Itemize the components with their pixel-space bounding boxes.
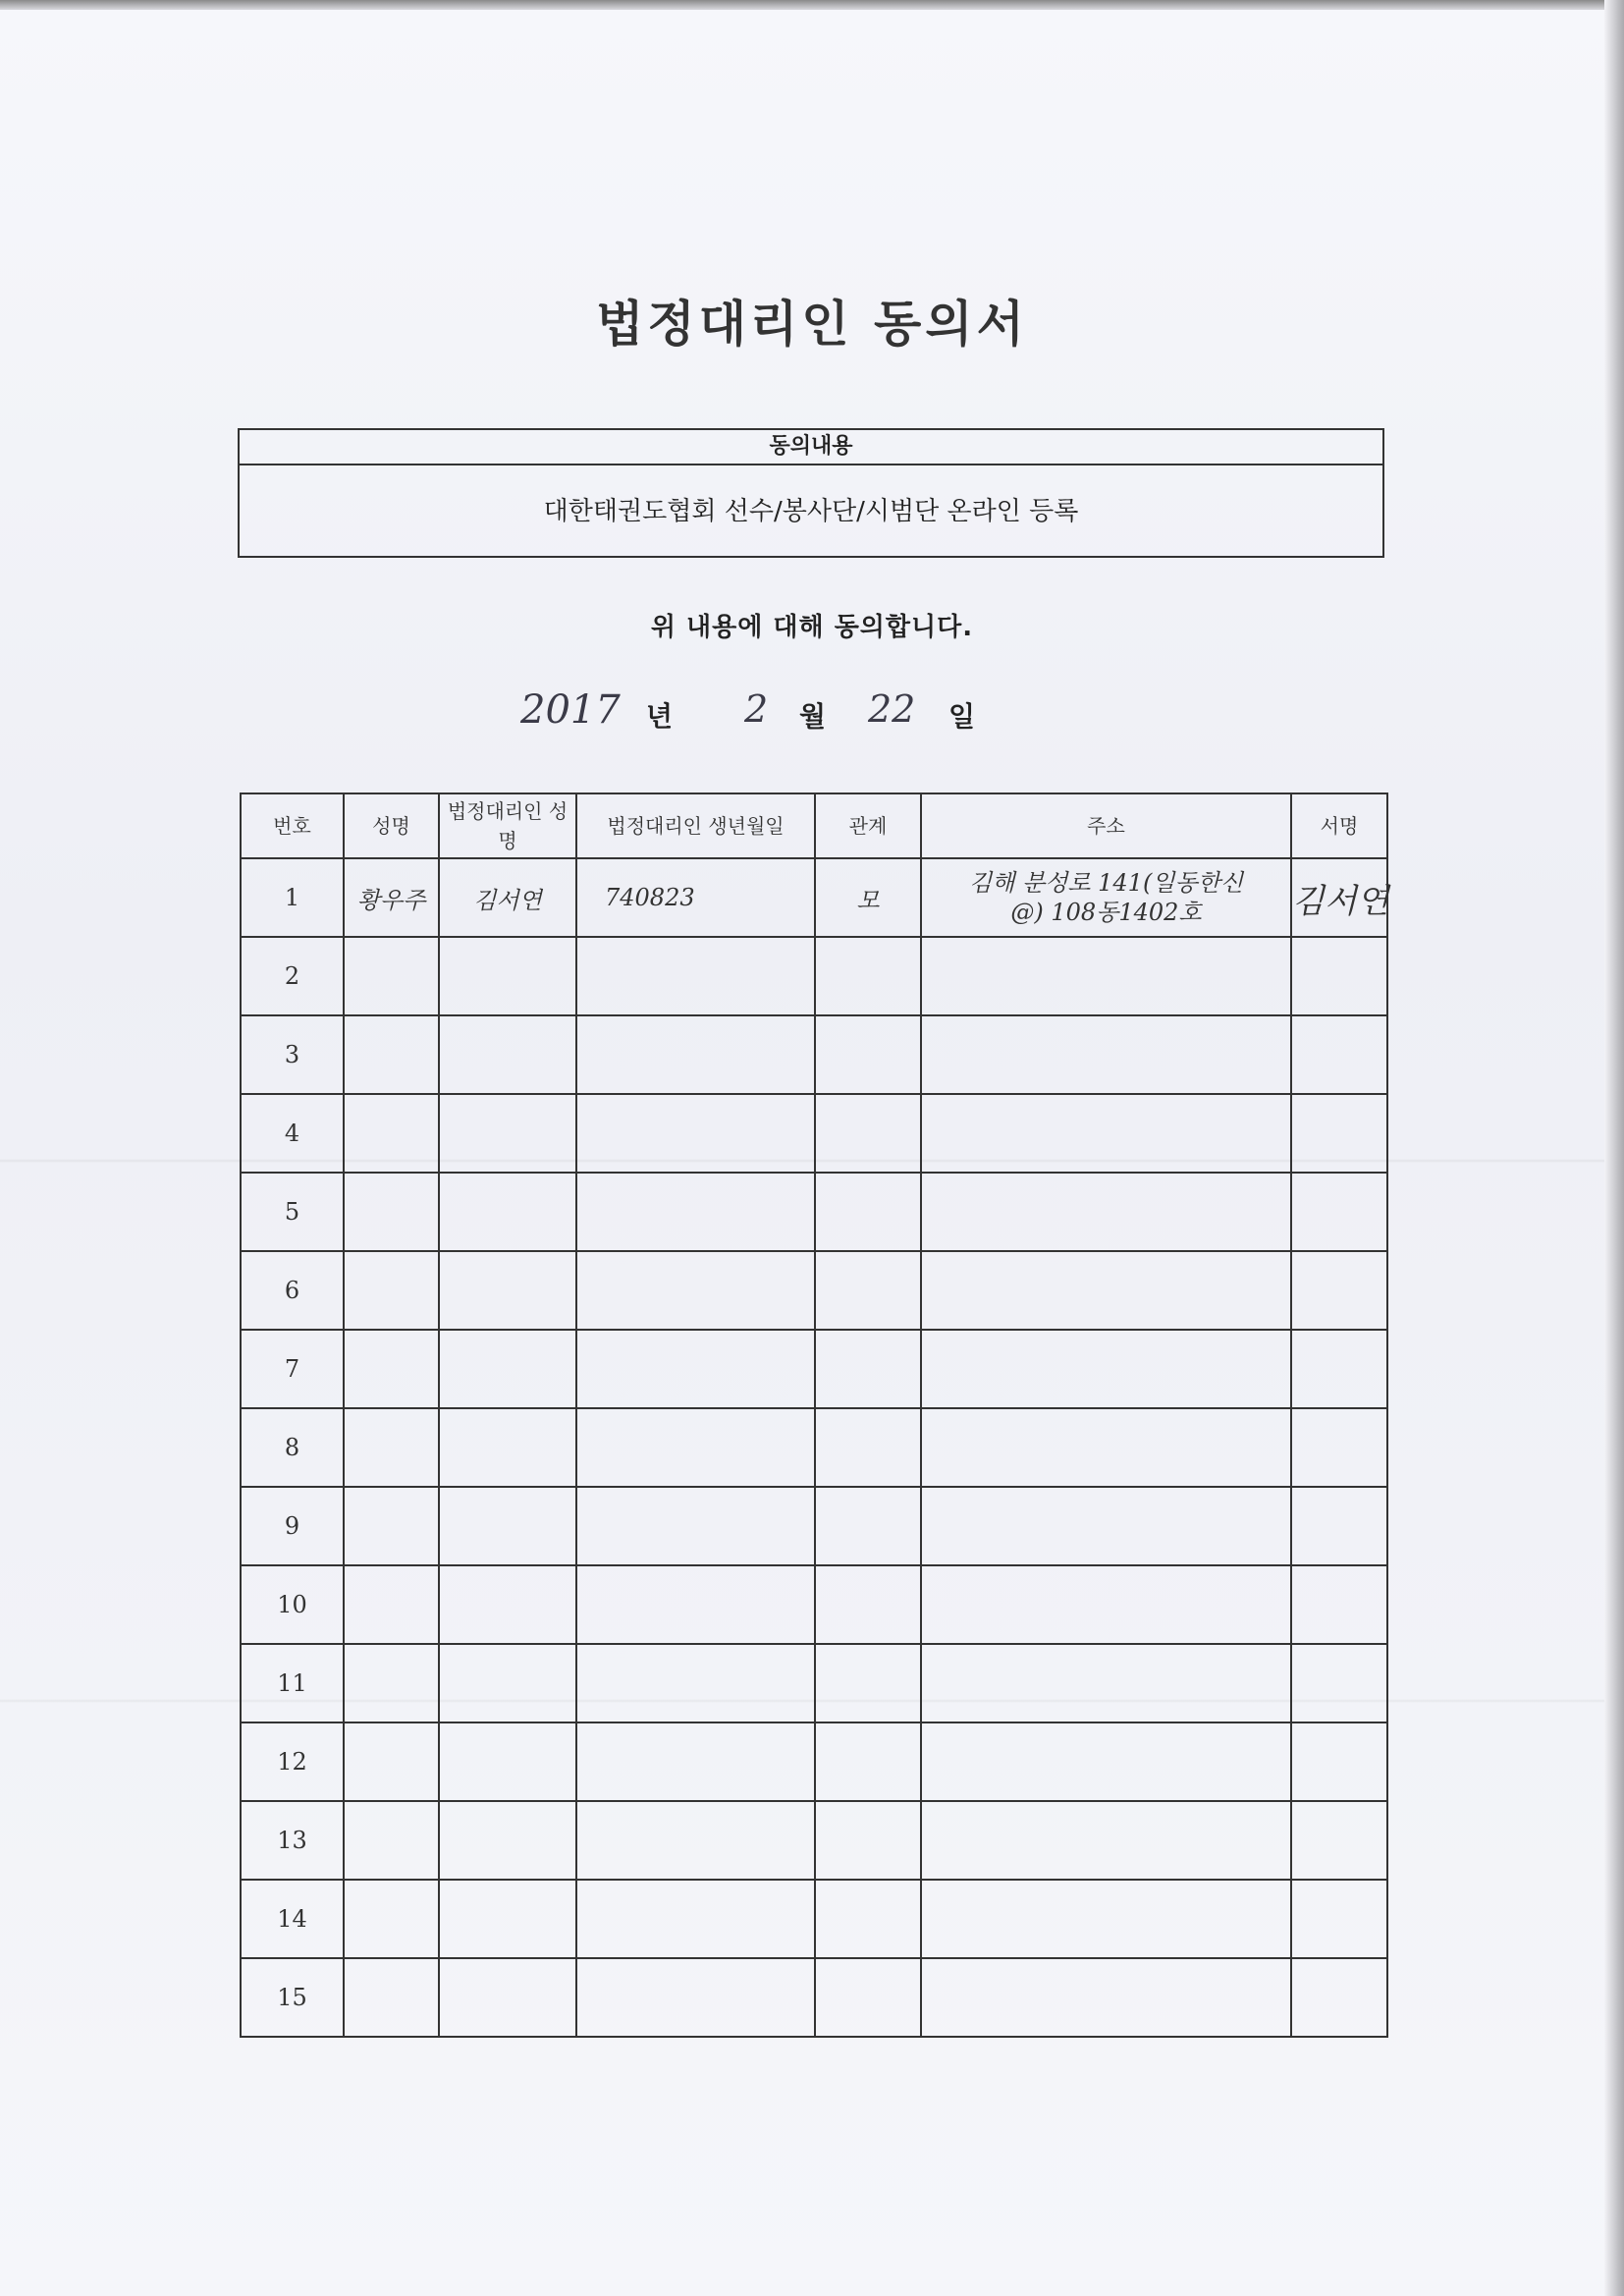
cell-signature[interactable] bbox=[1291, 1644, 1387, 1722]
col-header-address: 주소 bbox=[921, 793, 1291, 858]
cell-signature[interactable] bbox=[1291, 1408, 1387, 1487]
cell-no: 2 bbox=[241, 937, 344, 1015]
cell-relation[interactable] bbox=[815, 1958, 921, 2037]
cell-guardian-birth[interactable] bbox=[576, 1173, 815, 1251]
cell-signature[interactable] bbox=[1291, 1958, 1387, 2037]
cell-no: 12 bbox=[241, 1722, 344, 1801]
table-row bbox=[241, 1722, 1387, 1801]
cell-relation[interactable] bbox=[815, 1251, 921, 1330]
cell-address[interactable] bbox=[921, 1801, 1291, 1880]
cell-no: 13 bbox=[241, 1801, 344, 1880]
cell-relation[interactable] bbox=[815, 1173, 921, 1251]
cell-guardian-birth[interactable] bbox=[576, 1722, 815, 1801]
date-month-label: 월 bbox=[799, 700, 827, 733]
cell-address[interactable] bbox=[921, 1644, 1291, 1722]
cell-guardian-name[interactable] bbox=[439, 1722, 576, 1801]
col-header-signature: 서명 bbox=[1291, 793, 1387, 858]
cell-guardian-birth[interactable] bbox=[576, 1565, 815, 1644]
col-header-guardian-birth: 법정대리인 생년월일 bbox=[576, 793, 815, 858]
cell-relation[interactable] bbox=[815, 1880, 921, 1958]
cell-no: 7 bbox=[241, 1330, 344, 1408]
cell-address[interactable] bbox=[921, 1173, 1291, 1251]
cell-name[interactable] bbox=[344, 1330, 439, 1408]
col-header-name: 성명 bbox=[344, 793, 439, 858]
cell-name[interactable] bbox=[344, 1408, 439, 1487]
date-year: 2017 bbox=[520, 687, 621, 733]
cell-no: 14 bbox=[241, 1880, 344, 1958]
date-day-label: 일 bbox=[948, 700, 976, 733]
cell-guardian-birth[interactable] bbox=[576, 1644, 815, 1722]
cell-relation[interactable] bbox=[815, 1644, 921, 1722]
cell-name[interactable] bbox=[344, 1565, 439, 1644]
cell-name[interactable] bbox=[344, 1487, 439, 1565]
cell-address[interactable] bbox=[921, 1958, 1291, 2037]
table-row bbox=[241, 1251, 1387, 1330]
cell-no: 4 bbox=[241, 1094, 344, 1173]
cell-address[interactable] bbox=[921, 937, 1291, 1015]
cell-signature[interactable] bbox=[1291, 1330, 1387, 1408]
col-header-relation: 관계 bbox=[815, 793, 921, 858]
cell-guardian-name[interactable] bbox=[439, 1880, 576, 1958]
cell-address[interactable] bbox=[921, 1330, 1291, 1408]
table-row bbox=[241, 1487, 1387, 1565]
cell-no: 1 bbox=[241, 858, 344, 937]
date-day: 22 bbox=[868, 687, 916, 731]
col-header-guardian-name: 법정대리인 성명 bbox=[439, 793, 576, 858]
cell-guardian-birth[interactable]: 740823 bbox=[576, 858, 815, 937]
cell-guardian-birth[interactable] bbox=[576, 1880, 815, 1958]
cell-relation[interactable] bbox=[815, 1487, 921, 1565]
cell-relation[interactable] bbox=[815, 1330, 921, 1408]
cell-name[interactable] bbox=[344, 1251, 439, 1330]
cell-guardian-birth[interactable] bbox=[576, 1094, 815, 1173]
cell-relation[interactable] bbox=[815, 1801, 921, 1880]
table-row bbox=[241, 1330, 1387, 1408]
cell-guardian-birth[interactable] bbox=[576, 1408, 815, 1487]
cell-signature[interactable] bbox=[1291, 1722, 1387, 1801]
cell-address[interactable] bbox=[921, 1251, 1291, 1330]
cell-guardian-birth[interactable] bbox=[576, 1801, 815, 1880]
page-title: 법정대리인 동의서 bbox=[596, 296, 1028, 353]
cell-address[interactable] bbox=[921, 1880, 1291, 1958]
address-line-2: @) 108동1402호 bbox=[1010, 899, 1202, 926]
cell-address[interactable] bbox=[921, 1094, 1291, 1173]
cell-name[interactable] bbox=[344, 1094, 439, 1173]
cell-signature[interactable] bbox=[1291, 1801, 1387, 1880]
cell-address[interactable] bbox=[921, 858, 1291, 937]
cell-signature[interactable] bbox=[1291, 1565, 1387, 1644]
cell-guardian-name[interactable] bbox=[439, 937, 576, 1015]
cell-no: 11 bbox=[241, 1644, 344, 1722]
cell-signature[interactable] bbox=[1291, 1251, 1387, 1330]
cell-name[interactable] bbox=[344, 1801, 439, 1880]
cell-name[interactable] bbox=[344, 937, 439, 1015]
signature: 김서연 bbox=[1292, 881, 1389, 921]
cell-name[interactable] bbox=[344, 1880, 439, 1958]
cell-guardian-birth[interactable] bbox=[576, 937, 815, 1015]
cell-relation[interactable] bbox=[815, 1015, 921, 1094]
address-line-1: 김해 분성로 141(일동한신 bbox=[968, 869, 1244, 897]
cell-signature[interactable] bbox=[1291, 1094, 1387, 1173]
table-row bbox=[241, 858, 1387, 937]
cell-relation[interactable] bbox=[815, 1722, 921, 1801]
cell-guardian-name[interactable] bbox=[439, 1330, 576, 1408]
cell-guardian-name[interactable] bbox=[439, 1487, 576, 1565]
cell-no: 15 bbox=[241, 1958, 344, 2037]
cell-guardian-name[interactable]: 김서연 bbox=[439, 858, 576, 937]
cell-signature[interactable] bbox=[1291, 1173, 1387, 1251]
cell-guardian-name[interactable] bbox=[439, 1408, 576, 1487]
cell-name[interactable] bbox=[344, 1958, 439, 2037]
consent-body: 대한태권도협회 선수/봉사단/시범단 온라인 등록 bbox=[543, 497, 1079, 526]
cell-address[interactable] bbox=[921, 1487, 1291, 1565]
table-row bbox=[241, 1408, 1387, 1487]
cell-no: 6 bbox=[241, 1251, 344, 1330]
cell-guardian-birth[interactable] bbox=[576, 1015, 815, 1094]
table-row bbox=[241, 937, 1387, 1015]
cell-relation[interactable] bbox=[815, 1408, 921, 1487]
cell-guardian-name[interactable] bbox=[439, 1644, 576, 1722]
cell-no: 5 bbox=[241, 1173, 344, 1251]
date-month: 2 bbox=[744, 687, 769, 731]
consent-box bbox=[238, 428, 1384, 558]
cell-relation[interactable] bbox=[815, 1565, 921, 1644]
cell-no: 8 bbox=[241, 1408, 344, 1487]
cell-name[interactable]: 황우주 bbox=[344, 858, 439, 937]
cell-guardian-name[interactable] bbox=[439, 1094, 576, 1173]
cell-guardian-name[interactable] bbox=[439, 1565, 576, 1644]
cell-name[interactable] bbox=[344, 1015, 439, 1094]
col-header-no: 번호 bbox=[241, 793, 344, 858]
cell-guardian-birth[interactable] bbox=[576, 1330, 815, 1408]
cell-address[interactable] bbox=[921, 1015, 1291, 1094]
table-row bbox=[241, 1565, 1387, 1644]
cell-guardian-birth[interactable] bbox=[576, 1487, 815, 1565]
cell-guardian-name[interactable] bbox=[439, 1958, 576, 2037]
cell-signature[interactable] bbox=[1291, 937, 1387, 1015]
cell-guardian-birth[interactable] bbox=[576, 1251, 815, 1330]
cell-no: 10 bbox=[241, 1565, 344, 1644]
table-row bbox=[241, 1958, 1387, 2037]
cell-signature[interactable] bbox=[1291, 1015, 1387, 1094]
cell-address[interactable] bbox=[921, 1565, 1291, 1644]
table-row bbox=[241, 1644, 1387, 1722]
cell-guardian-name[interactable] bbox=[439, 1251, 576, 1330]
cell-name[interactable] bbox=[344, 1644, 439, 1722]
cell-guardian-name[interactable] bbox=[439, 1801, 576, 1880]
cell-relation[interactable]: 모 bbox=[815, 858, 921, 937]
cell-signature[interactable] bbox=[1291, 1880, 1387, 1958]
cell-signature[interactable] bbox=[1291, 858, 1387, 937]
table-row bbox=[241, 1015, 1387, 1094]
guardian-table bbox=[240, 793, 1388, 2038]
table-row bbox=[241, 1801, 1387, 1880]
date-year-label: 년 bbox=[646, 700, 674, 733]
cell-relation[interactable] bbox=[815, 937, 921, 1015]
cell-name[interactable] bbox=[344, 1722, 439, 1801]
table-row bbox=[241, 1173, 1387, 1251]
cell-guardian-name[interactable] bbox=[439, 1173, 576, 1251]
cell-relation[interactable] bbox=[815, 1094, 921, 1173]
cell-guardian-name[interactable] bbox=[439, 1015, 576, 1094]
agreement-statement: 위 내용에 대해 동의합니다. bbox=[650, 613, 974, 642]
cell-no: 9 bbox=[241, 1487, 344, 1565]
cell-address[interactable] bbox=[921, 1722, 1291, 1801]
table-row bbox=[241, 1880, 1387, 1958]
table-header-row bbox=[241, 793, 1387, 858]
cell-guardian-birth[interactable] bbox=[576, 1958, 815, 2037]
cell-no: 3 bbox=[241, 1015, 344, 1094]
cell-name[interactable] bbox=[344, 1173, 439, 1251]
cell-signature[interactable] bbox=[1291, 1487, 1387, 1565]
consent-header: 동의내용 bbox=[240, 430, 1382, 465]
cell-address[interactable] bbox=[921, 1408, 1291, 1487]
table-row bbox=[241, 1094, 1387, 1173]
